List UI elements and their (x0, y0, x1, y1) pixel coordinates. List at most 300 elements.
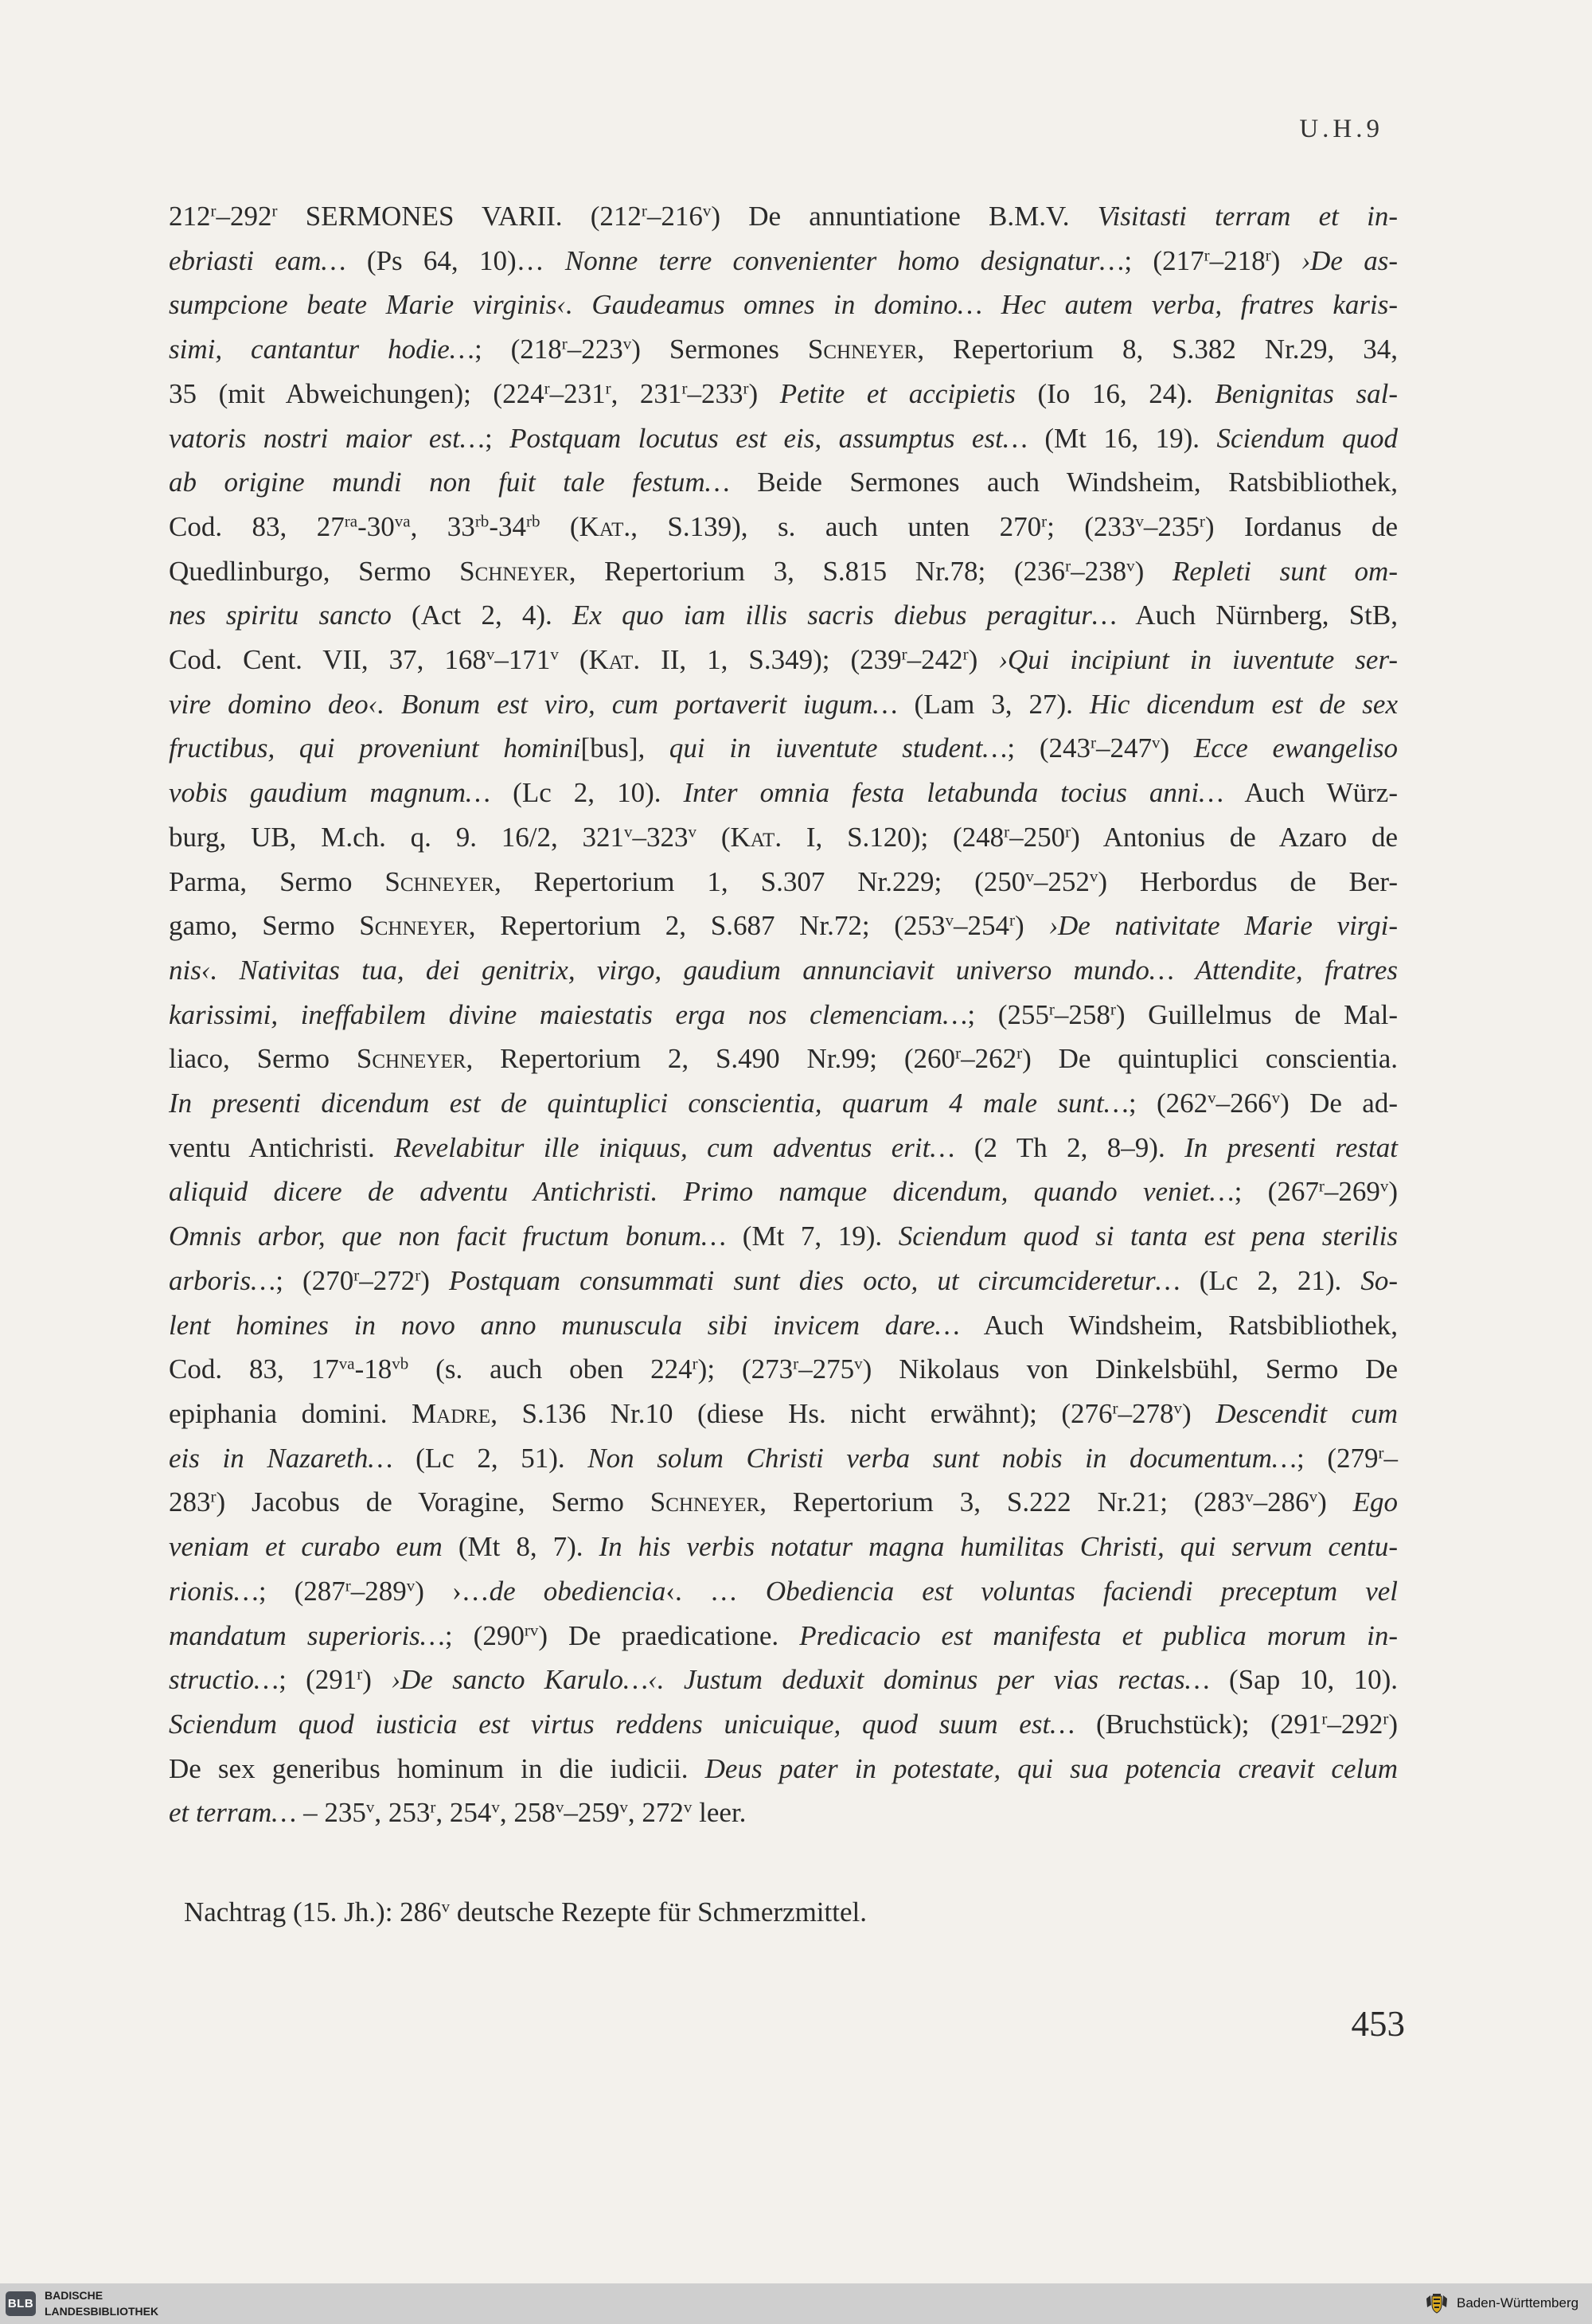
folio-superscript: v (702, 201, 712, 221)
folio-superscript: vb (392, 1353, 409, 1373)
italic-text-run: arboris… (169, 1264, 276, 1296)
italic-text-run: vatoris nostri maior est… (169, 422, 485, 454)
text-run: ) De quintuplici conscientia. (1022, 1043, 1398, 1075)
text-run: Parma, Sermo (169, 865, 385, 897)
text-run: ‹. … (665, 1575, 766, 1607)
text-line (169, 1658, 1398, 1702)
folio-superscript: rv (524, 1619, 539, 1639)
text-run: ( (540, 510, 579, 542)
italic-text-run: Sciendum quod si tanta est pena sterilis (898, 1221, 1399, 1252)
text-line (169, 1436, 1398, 1481)
folio-superscript: v (1309, 1486, 1318, 1506)
folio-superscript: va (394, 511, 411, 531)
folio-superscript: r (962, 644, 969, 664)
folio-superscript: v (1089, 866, 1098, 885)
text-run: (Io 16, 24). (1015, 377, 1215, 409)
text-run: , Repertorium 8, S.382 Nr.29, 34, (917, 334, 1398, 365)
folio-superscript: v (688, 822, 697, 842)
text-run: ) ›… (415, 1575, 490, 1607)
folio-superscript: v (619, 1797, 628, 1817)
text-line (169, 1170, 1398, 1214)
text-run: (2 Th 2, 8–9). (954, 1131, 1185, 1163)
italic-text-run: Postquam locutus est eis, assumptus est… (509, 422, 1028, 454)
text-run: (Ps 64, 10)… (345, 244, 565, 276)
italic-text-run: Visitasti terram et in- (1097, 201, 1398, 232)
text-run: burg, UB, M.ch. q. 9. 16/2, 321 (169, 821, 625, 853)
text-line (169, 327, 1398, 372)
folio-superscript: r (1004, 822, 1010, 842)
text-run: ) De ad- (1280, 1088, 1398, 1119)
text-run: ) (968, 644, 999, 676)
text-line (169, 1126, 1398, 1170)
folio-superscript: r (353, 1265, 360, 1285)
italic-text-run: Predicacio est manifesta et publica morum in- (799, 1619, 1398, 1651)
text-line (169, 1214, 1398, 1259)
text-run: , 254 (435, 1797, 492, 1829)
italic-text-run: Obediencia est voluntas faciendi preceptum vel (765, 1575, 1398, 1607)
text-run: Auch Würz- (1223, 777, 1398, 809)
state-label: Baden-Württemberg (1457, 2295, 1579, 2310)
text-run: Beide Sermones auch Windsheim, Ratsbibliothek, (729, 467, 1398, 498)
folio-superscript: r (901, 644, 907, 664)
text-run: ) Nikolaus von Dinkelsbühl, Sermo De (862, 1353, 1398, 1385)
italic-text-run: Non solum Christi verba sunt nobis in documentum… (587, 1442, 1297, 1474)
italic-text-run: ›Qui incipiunt in iuventute ser- (998, 644, 1399, 676)
text-run: –292 (1327, 1708, 1383, 1740)
folio-superscript: r (1378, 1443, 1384, 1463)
text-run: [bus] (580, 732, 638, 764)
text-run: (Lc 2, 10). (490, 777, 684, 809)
text-run: ) Sermones (631, 334, 808, 365)
page-number: 453 (1351, 2004, 1405, 2044)
text-run: ; (291 (279, 1664, 357, 1696)
text-line (169, 1081, 1398, 1126)
text-run: (Act 2, 4). (391, 600, 573, 631)
text-run: ) (1388, 1176, 1398, 1208)
italic-text-run: ›De as- (1301, 244, 1399, 276)
small-caps-name: Schneyer (356, 1043, 466, 1075)
folio-superscript: r (1016, 1043, 1023, 1063)
text-run: (Lc 2, 51). (392, 1442, 588, 1474)
text-run: ); (273 (697, 1353, 794, 1385)
folio-superscript: r (1041, 511, 1048, 531)
text-run: , 272 (627, 1797, 684, 1829)
italic-text-run: mandatum superioris… (169, 1619, 445, 1651)
italic-text-run: Deus pater in potestate, qui sua potencia creavit celum (704, 1752, 1399, 1784)
text-run: –266 (1215, 1088, 1272, 1119)
italic-text-run: veniam et curabo eum (169, 1531, 443, 1563)
folio-superscript: r (1383, 1709, 1389, 1728)
text-run: ) (1317, 1486, 1353, 1518)
italic-text-run: ebriasti eam… (169, 244, 346, 276)
text-run: (Mt 8, 7). (442, 1531, 599, 1563)
folio-superscript: r (1199, 511, 1205, 531)
text-run: –242 (907, 644, 963, 676)
text-run: , 258 (499, 1797, 556, 1829)
text-run: deutsche Rezepte für Schmerzmittel. (450, 1896, 867, 1928)
text-run: ; (217 (1124, 244, 1204, 276)
text-line (169, 860, 1398, 904)
text-run: SERMONES VARII. (212 (277, 201, 642, 232)
folio-superscript: r (1065, 556, 1071, 576)
text-run: –218 (1209, 244, 1266, 276)
text-run: ) De praedicatione. (538, 1619, 800, 1651)
folio-superscript: va (338, 1353, 355, 1373)
text-line (169, 1890, 1398, 1935)
text-run: ventu Antichristi. (169, 1131, 395, 1163)
italic-text-run: Petite et accipietis (779, 377, 1016, 409)
italic-text-run: Inter omnia festa letabunda tocius anni… (683, 777, 1224, 809)
folio-superscript: r (1112, 1398, 1118, 1418)
text-run: -34 (489, 510, 526, 542)
italic-text-run: vire domino deo‹. Bonum est viro, cum portaverit iugum… (169, 688, 898, 720)
text-run: I, S.120); (248 (782, 821, 1005, 853)
italic-text-run: Ego (1352, 1486, 1399, 1518)
text-line (169, 682, 1398, 727)
text-run: –216 (646, 201, 703, 232)
folio-superscript: v (1208, 1088, 1216, 1107)
folio-superscript: r (1321, 1709, 1328, 1728)
text-run: –238 (1071, 555, 1127, 587)
italic-text-run: So- (1360, 1264, 1398, 1296)
text-run: Quedlinburgo, Sermo (169, 555, 460, 587)
text-run: –289 (350, 1575, 407, 1607)
text-run: –231 (549, 377, 606, 409)
text-run: , 231 (611, 377, 682, 409)
text-line (169, 904, 1398, 948)
folio-superscript: r (1048, 999, 1055, 1019)
text-run: –292 (216, 201, 272, 232)
digitization-footer (0, 2283, 1592, 2324)
text-line (169, 1525, 1398, 1569)
text-run: –235 (1143, 510, 1200, 542)
text-run: – (1383, 1442, 1398, 1474)
text-run: (Mt 7, 19). (726, 1221, 899, 1252)
text-run: leer. (692, 1797, 747, 1829)
text-run: -30 (357, 510, 395, 542)
text-line (169, 1259, 1398, 1303)
italic-text-run: ›De sancto Karulo…‹. Justum deduxit dominus per vias rectas… (391, 1664, 1210, 1696)
text-run: –323 (632, 821, 689, 853)
text-run: ) (1014, 910, 1049, 942)
folio-superscript: r (271, 201, 278, 221)
coat-of-arms-icon (1425, 2293, 1449, 2315)
italic-text-run: ›De nativitate Marie virgi- (1048, 910, 1399, 942)
text-run: ; (243 (1007, 732, 1091, 764)
folio-superscript: r (681, 378, 688, 398)
text-line (169, 283, 1398, 327)
italic-text-run: vobis gaudium magnum… (169, 777, 491, 809)
text-run: , Repertorium 3, S.222 Nr.21; (283 (759, 1486, 1246, 1518)
text-run: ; (267 (1234, 1176, 1319, 1208)
text-run: ) (1134, 555, 1173, 587)
text-run: 212 (169, 201, 211, 232)
text-line (169, 1702, 1398, 1747)
folio-superscript: r (1318, 1176, 1325, 1196)
text-run: ) De annuntiatione B.M.V. (711, 201, 1098, 232)
text-line (169, 460, 1398, 505)
folio-superscript: rb (525, 511, 540, 531)
italic-text-run: nis‹. Nativitas tua, dei genitrix, virgo, gaudium annunciavit universo mundo… Attendite, fratres (169, 954, 1398, 986)
italic-text-run: Benignitas sal- (1215, 377, 1398, 409)
italic-text-run: rionis… (169, 1575, 259, 1607)
folio-superscript: r (1009, 910, 1015, 930)
italic-text-run: Ex quo iam illis sacris diebus peragitur… (572, 600, 1117, 631)
italic-text-run: fructibus, qui proveniunt homini (169, 732, 581, 764)
text-run: Cod. 83, 17 (169, 1353, 339, 1385)
text-line (169, 993, 1398, 1037)
text-run: , 33 (410, 510, 475, 542)
italic-text-run: Omnis arbor, que non facit fructum bonum… (169, 1221, 727, 1252)
text-run: ; (218 (474, 334, 562, 365)
text-run: (s. auch oben 224 (408, 1353, 693, 1385)
italic-text-run: Postquam consummati sunt dies octo, ut circumcideretur… (448, 1264, 1180, 1296)
small-caps-name: Kat. (588, 644, 641, 676)
folio-superscript: v (1126, 556, 1135, 576)
folio-superscript: r (210, 1486, 217, 1506)
small-caps-name: Schneyer (359, 910, 469, 942)
folio-superscript: v (550, 644, 559, 664)
text-run: ; (262 (1128, 1088, 1208, 1119)
italic-text-run: simi, cantantur hodie… (169, 334, 474, 365)
text-run: –272 (359, 1264, 416, 1296)
text-run: , Repertorium 1, S.307 Nr.229; (250 (494, 865, 1026, 897)
text-run: (Mt 16, 19). (1027, 422, 1217, 454)
text-run: ; (233 (1047, 510, 1136, 542)
text-run: ) (362, 1664, 392, 1696)
folio-superscript: v (486, 644, 495, 664)
text-run: (Lc 2, 21). (1180, 1264, 1361, 1296)
italic-text-run: Ecce ewangeliso (1193, 732, 1398, 764)
italic-text-run: nes spiritu sancto (169, 600, 392, 631)
text-run: –223 (567, 334, 623, 365)
text-line (169, 505, 1398, 549)
text-run: ) (1182, 1397, 1216, 1429)
text-run: ) Guillelmus de Mal- (1115, 998, 1399, 1030)
text-line (169, 1480, 1398, 1525)
text-run: ; (290 (444, 1619, 525, 1651)
text-run: –286 (1253, 1486, 1309, 1518)
text-line (169, 416, 1398, 461)
text-run: –262 (961, 1043, 1017, 1075)
supplement-note (169, 1890, 1398, 1935)
text-run: , Repertorium 2, S.687 Nr.72; (253 (468, 910, 946, 942)
folio-superscript: r (1091, 732, 1096, 752)
folio-superscript: r (1265, 245, 1271, 265)
folio-superscript: r (1204, 245, 1210, 265)
folio-superscript: r (641, 201, 647, 221)
folio-superscript: v (1271, 1088, 1281, 1107)
folio-superscript: v (1025, 866, 1034, 885)
italic-text-run: aliquid dicere de adventu Antichristi. Primo namque dicendum, quando veniet… (169, 1176, 1235, 1208)
text-line (169, 549, 1398, 594)
text-run: –278 (1118, 1397, 1174, 1429)
italic-text-run: de obediencia (489, 1575, 666, 1607)
text-line (169, 593, 1398, 638)
text-line (169, 239, 1398, 283)
text-run: Nachtrag (15. Jh.): 286 (184, 1896, 442, 1928)
folio-superscript: v (491, 1797, 500, 1817)
text-run: II, 1, S.349); (239 (640, 644, 902, 676)
text-run: ) Iordanus de (1204, 510, 1399, 542)
text-line (169, 726, 1398, 771)
text-run: epiphania domini. (169, 1397, 412, 1429)
folio-superscript: v (441, 1896, 451, 1916)
folio-superscript: r (210, 201, 217, 221)
text-run: liaco, Sermo (169, 1043, 357, 1075)
text-run: –258 (1054, 998, 1110, 1030)
italic-text-run: et terram… (169, 1797, 297, 1829)
folio-superscript: r (793, 1353, 799, 1373)
text-run: ) (1160, 732, 1194, 764)
text-run: ) Herbordus de Ber- (1098, 865, 1399, 897)
text-run: , S.139), s. auch unten 270 (630, 510, 1042, 542)
italic-text-run: In his verbis notatur magna humilitas Christi, qui servum centu- (599, 1531, 1398, 1563)
text-run: ; (484, 422, 510, 454)
text-run: –269 (1324, 1176, 1380, 1208)
text-run: gamo, Sermo (169, 910, 360, 942)
text-run: ; (255 (967, 998, 1049, 1030)
library-name-line-1: BADISCHE (45, 2289, 103, 2302)
italic-text-run: structio… (169, 1664, 279, 1696)
folio-superscript: v (945, 910, 954, 930)
running-head-shelfmark: U.H.9 (1299, 115, 1383, 143)
text-run: – 235 (296, 1797, 366, 1829)
italic-text-run: In presenti restat (1184, 1131, 1398, 1163)
text-run: ) Antonius de Azaro de (1071, 821, 1399, 853)
folio-superscript: v (683, 1797, 693, 1817)
folio-superscript: v (1152, 732, 1161, 752)
folio-superscript: rb (474, 511, 490, 531)
text-run: ) (1270, 244, 1301, 276)
text-run: Auch Nürnberg, StB, (1117, 600, 1399, 631)
text-line (169, 1614, 1398, 1658)
text-line (169, 194, 1398, 239)
text-line (169, 771, 1398, 815)
text-run: –259 (564, 1797, 620, 1829)
folio-superscript: r (743, 378, 749, 398)
folio-superscript: r (955, 1043, 962, 1063)
folio-superscript: r (605, 378, 611, 398)
italic-text-run: lent homines in novo anno munuscula sibi invicem dare… (169, 1309, 960, 1341)
text-line (169, 372, 1398, 416)
manuscript-description-paragraph (169, 194, 1398, 1835)
folio-superscript: v (1135, 511, 1144, 531)
text-run: (Lam 3, 27). (897, 688, 1090, 720)
folio-superscript: ra (344, 511, 358, 531)
text-run: 35 (mit Abweichungen); (224 (169, 377, 544, 409)
small-caps-name: Kat. (579, 510, 631, 542)
folio-superscript: v (624, 822, 633, 842)
text-line (169, 1392, 1398, 1436)
italic-text-run: Nonne terre convenienter homo designatur… (564, 244, 1125, 276)
text-run: –250 (1009, 821, 1066, 853)
text-run: ( (696, 821, 731, 853)
italic-text-run: , qui in iuventute student… (638, 732, 1008, 764)
text-run: Auch Windsheim, Ratsbibliothek, (959, 1309, 1398, 1341)
text-line (169, 1037, 1398, 1081)
folio-superscript: v (854, 1353, 863, 1373)
text-run: ; (279 (1296, 1442, 1379, 1474)
italic-text-run: Revelabitur ille iniquus, cum adventus erit… (394, 1131, 955, 1163)
folio-superscript: r (1110, 999, 1116, 1019)
text-run: De sex generibus hominum in die iudicii. (169, 1752, 705, 1784)
text-line (169, 1747, 1398, 1791)
text-run: ) Jacobus de Voragine, Sermo (216, 1486, 650, 1518)
text-line (169, 1303, 1398, 1348)
text-run: ; (270 (275, 1264, 354, 1296)
text-run: ) (1388, 1708, 1398, 1740)
folio-superscript: v (555, 1797, 564, 1817)
text-run: (Bruchstück); (291 (1075, 1708, 1322, 1740)
folio-superscript: r (357, 1664, 363, 1684)
italic-text-run: Descendit cum (1215, 1397, 1398, 1429)
text-run: –275 (798, 1353, 855, 1385)
text-run: , 253 (374, 1797, 431, 1829)
text-run: , Repertorium 2, S.490 Nr.99; (260 (466, 1043, 956, 1075)
italic-text-run: Hic dicendum est de sex (1089, 688, 1398, 720)
text-line (169, 1791, 1398, 1835)
italic-text-run: karissimi, ineffabilem divine maiestatis erga nos clemenciam… (169, 998, 968, 1030)
small-caps-name: Schneyer (384, 865, 494, 897)
folio-superscript: r (561, 334, 568, 353)
text-run: , Repertorium 3, S.815 Nr.78; (236 (568, 555, 1066, 587)
folio-superscript: r (692, 1353, 698, 1373)
text-run: –171 (494, 644, 551, 676)
italic-text-run: sumpcione beate Marie virginis‹. Gaudeamus omnes in domino… Hec autem verba, fratres karis- (169, 289, 1398, 321)
text-run: –252 (1033, 865, 1090, 897)
text-run: (Sap 10, 10). (1209, 1664, 1399, 1696)
text-run: –254 (953, 910, 1009, 942)
text-run: 283 (169, 1486, 211, 1518)
folio-superscript: r (544, 378, 550, 398)
text-run: ; (287 (258, 1575, 345, 1607)
folio-superscript: v (622, 334, 632, 353)
text-run: ) (748, 377, 780, 409)
text-run: Cod. Cent. VII, 37, 168 (169, 644, 486, 676)
small-caps-name: Kat. (730, 821, 782, 853)
folio-superscript: r (1065, 822, 1071, 842)
blb-logo-icon: BLB (6, 2291, 36, 2316)
library-name (45, 2287, 158, 2319)
small-caps-name: Schneyer (807, 334, 918, 365)
text-line (169, 638, 1398, 682)
italic-text-run: In presenti dicendum est de quintuplici conscientia, quarum 4 male sunt… (169, 1088, 1129, 1119)
italic-text-run: Sciendum quod (1216, 422, 1398, 454)
text-line (169, 1347, 1398, 1392)
folio-superscript: v (406, 1576, 416, 1596)
folio-superscript: r (430, 1797, 436, 1817)
italic-text-run: Sciendum quod iusticia est virtus reddens unicuique, quod suum est… (169, 1708, 1075, 1740)
folio-superscript: v (365, 1797, 375, 1817)
folio-superscript: v (1379, 1176, 1389, 1196)
text-run: ( (558, 644, 589, 676)
small-caps-name: Schneyer (459, 555, 569, 587)
small-caps-name: Madre (412, 1397, 491, 1429)
folio-superscript: v (1245, 1486, 1254, 1506)
folio-superscript: r (415, 1265, 421, 1285)
small-caps-name: Schneyer (650, 1486, 760, 1518)
library-name-line-2: LANDESBIBLIOTHEK (45, 2305, 159, 2318)
folio-superscript: r (345, 1576, 351, 1596)
text-run: , S.136 Nr.10 (diese Hs. nicht erwähnt); (276 (490, 1397, 1113, 1429)
text-run: Cod. 83, 27 (169, 510, 345, 542)
text-run: –247 (1096, 732, 1152, 764)
text-run: –233 (687, 377, 743, 409)
text-line (169, 815, 1398, 860)
text-run: -18 (354, 1353, 392, 1385)
italic-text-run: eis in Nazareth… (169, 1442, 393, 1474)
